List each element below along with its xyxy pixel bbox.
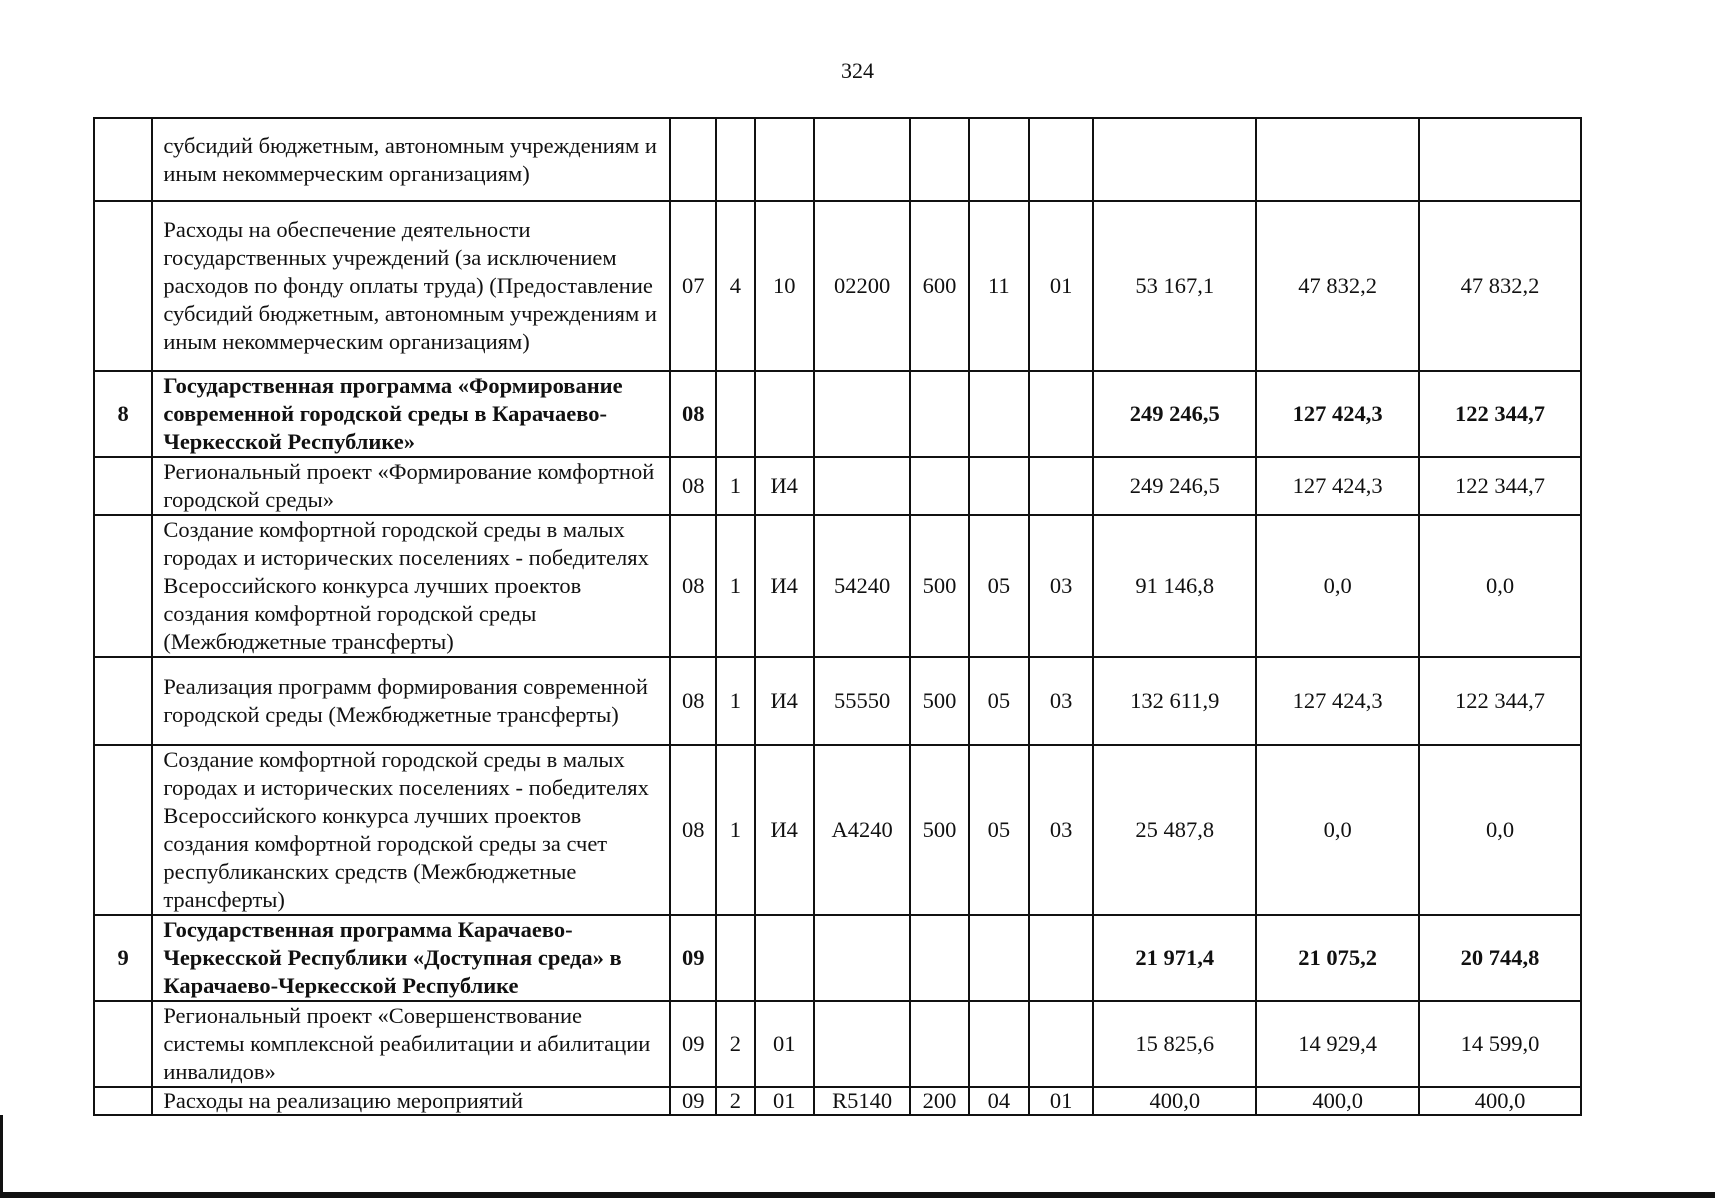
cell-c5 — [910, 457, 968, 515]
cell-c1: 08 — [670, 515, 716, 657]
cell-c6: 05 — [969, 745, 1029, 915]
cell-c5: 200 — [910, 1087, 968, 1115]
cell-c3: 01 — [755, 1001, 814, 1087]
cell-c2: 4 — [716, 201, 754, 371]
table-row — [94, 745, 1581, 915]
table-row — [94, 1001, 1581, 1087]
cell-c7: 03 — [1029, 515, 1093, 657]
cell-c3: 01 — [755, 1087, 814, 1115]
cell-c2 — [716, 371, 754, 457]
cell-v1: 91 146,8 — [1093, 515, 1256, 657]
cell-v1: 400,0 — [1093, 1087, 1256, 1115]
table-row — [94, 118, 1581, 201]
cell-v3: 47 832,2 — [1419, 201, 1581, 371]
cell-c4 — [814, 915, 911, 1001]
table-row — [94, 201, 1581, 371]
cell-c6 — [969, 371, 1029, 457]
cell-v1: 15 825,6 — [1093, 1001, 1256, 1087]
cell-c6 — [969, 915, 1029, 1001]
cell-c6: 04 — [969, 1087, 1029, 1115]
cell-c6: 11 — [969, 201, 1029, 371]
cell-c4 — [814, 118, 911, 201]
cell-c4 — [814, 371, 911, 457]
cell-c5 — [910, 118, 968, 201]
cell-num — [94, 118, 152, 201]
cell-name: Государственная программа Карачаево-Черкесской Республики «Доступная среда» в Карачаево-Черкесской Республике — [152, 915, 670, 1001]
cell-c2 — [716, 915, 754, 1001]
table-row — [94, 515, 1581, 657]
cell-num — [94, 457, 152, 515]
cell-c7 — [1029, 118, 1093, 201]
cell-v2: 127 424,3 — [1256, 457, 1419, 515]
cell-c4: А4240 — [814, 745, 911, 915]
cell-num — [94, 745, 152, 915]
cell-name: Создание комфортной городской среды в малых городах и исторических поселениях - победителях Всероссийского конкурса лучших проектов создания комфортной городской среды за счет республиканских средств (Межбюджетные трансферты) — [152, 745, 670, 915]
cell-c7: 03 — [1029, 745, 1093, 915]
cell-name: Создание комфортной городской среды в малых городах и исторических поселениях - победителях Всероссийского конкурса лучших проектов создания комфортной городской среды (Межбюджетные трансферты) — [152, 515, 670, 657]
cell-c5: 500 — [910, 515, 968, 657]
cell-v3 — [1419, 118, 1581, 201]
cell-c1: 08 — [670, 657, 716, 745]
cell-c2: 1 — [716, 657, 754, 745]
cell-num: 8 — [94, 371, 152, 457]
cell-c4 — [814, 1001, 911, 1087]
cell-v3: 14 599,0 — [1419, 1001, 1581, 1087]
budget-table — [93, 117, 1582, 1116]
cell-c7 — [1029, 457, 1093, 515]
cell-v2: 0,0 — [1256, 745, 1419, 915]
cell-v3: 0,0 — [1419, 745, 1581, 915]
cell-v2: 127 424,3 — [1256, 657, 1419, 745]
cell-v3: 0,0 — [1419, 515, 1581, 657]
cell-c6: 05 — [969, 515, 1029, 657]
cell-v2: 14 929,4 — [1256, 1001, 1419, 1087]
table-row — [94, 457, 1581, 515]
cell-name: Расходы на реализацию мероприятий — [152, 1087, 670, 1115]
cell-v2: 0,0 — [1256, 515, 1419, 657]
cell-c4 — [814, 457, 911, 515]
scan-edge-left — [0, 1115, 3, 1195]
cell-c5 — [910, 1001, 968, 1087]
cell-c1 — [670, 118, 716, 201]
cell-v3: 400,0 — [1419, 1087, 1581, 1115]
cell-name: Региональный проект «Совершенствование системы комплексной реабилитации и абилитации инвалидов» — [152, 1001, 670, 1087]
cell-c3: И4 — [755, 657, 814, 745]
table-row — [94, 1087, 1581, 1115]
cell-v1: 21 971,4 — [1093, 915, 1256, 1001]
cell-c2: 1 — [716, 457, 754, 515]
cell-v1: 132 611,9 — [1093, 657, 1256, 745]
cell-v3: 20 744,8 — [1419, 915, 1581, 1001]
program-row — [94, 915, 1581, 1001]
cell-v3: 122 344,7 — [1419, 657, 1581, 745]
cell-v1: 249 246,5 — [1093, 371, 1256, 457]
cell-c6 — [969, 457, 1029, 515]
cell-c1: 09 — [670, 1001, 716, 1087]
cell-c3: И4 — [755, 515, 814, 657]
cell-v2: 21 075,2 — [1256, 915, 1419, 1001]
cell-v2 — [1256, 118, 1419, 201]
cell-num — [94, 1001, 152, 1087]
program-row — [94, 371, 1581, 457]
cell-v1: 249 246,5 — [1093, 457, 1256, 515]
cell-c5: 600 — [910, 201, 968, 371]
cell-c3 — [755, 118, 814, 201]
cell-name: Региональный проект «Формирование комфортной городской среды» — [152, 457, 670, 515]
cell-v3: 122 344,7 — [1419, 371, 1581, 457]
cell-v2: 127 424,3 — [1256, 371, 1419, 457]
cell-c3: И4 — [755, 457, 814, 515]
cell-c2: 1 — [716, 745, 754, 915]
cell-c5: 500 — [910, 657, 968, 745]
table-row — [94, 657, 1581, 745]
page-number: 324 — [841, 58, 874, 83]
cell-c5: 500 — [910, 745, 968, 915]
cell-c3: И4 — [755, 745, 814, 915]
cell-c3: 10 — [755, 201, 814, 371]
cell-c4: R5140 — [814, 1087, 911, 1115]
cell-v1: 25 487,8 — [1093, 745, 1256, 915]
cell-c7: 01 — [1029, 1087, 1093, 1115]
cell-num — [94, 201, 152, 371]
cell-v2: 400,0 — [1256, 1087, 1419, 1115]
cell-c1: 09 — [670, 1087, 716, 1115]
cell-v1 — [1093, 118, 1256, 201]
cell-c7 — [1029, 1001, 1093, 1087]
cell-name: Реализация программ формирования современной городской среды (Межбюджетные трансферты) — [152, 657, 670, 745]
cell-c3 — [755, 915, 814, 1001]
cell-c7 — [1029, 371, 1093, 457]
cell-c1: 09 — [670, 915, 716, 1001]
scan-edge-bottom — [0, 1192, 1715, 1198]
cell-c1: 08 — [670, 457, 716, 515]
cell-c7: 01 — [1029, 201, 1093, 371]
cell-c4: 02200 — [814, 201, 911, 371]
cell-num — [94, 657, 152, 745]
cell-c2: 2 — [716, 1087, 754, 1115]
cell-c7: 03 — [1029, 657, 1093, 745]
cell-c1: 07 — [670, 201, 716, 371]
cell-c6 — [969, 1001, 1029, 1087]
cell-c1: 08 — [670, 745, 716, 915]
cell-name: Государственная программа «Формирование современной городской среды в Карачаево-Черкесской Республике» — [152, 371, 670, 457]
cell-c2: 2 — [716, 1001, 754, 1087]
cell-v3: 122 344,7 — [1419, 457, 1581, 515]
cell-c4: 55550 — [814, 657, 911, 745]
cell-name: субсидий бюджетным, автономным учреждениям и иным некоммерческим организациям) — [152, 118, 670, 201]
cell-c6: 05 — [969, 657, 1029, 745]
cell-v1: 53 167,1 — [1093, 201, 1256, 371]
cell-name: Расходы на обеспечение деятельности государственных учреждений (за исключением расходов по фонду оплаты труда) (Предоставление субсидий бюджетным, автономным учреждениям и иным некоммерческим организациям) — [152, 201, 670, 371]
cell-num — [94, 515, 152, 657]
cell-c6 — [969, 118, 1029, 201]
cell-num — [94, 1087, 152, 1115]
cell-c2 — [716, 118, 754, 201]
cell-num: 9 — [94, 915, 152, 1001]
cell-v2: 47 832,2 — [1256, 201, 1419, 371]
cell-c5 — [910, 915, 968, 1001]
cell-c5 — [910, 371, 968, 457]
cell-c2: 1 — [716, 515, 754, 657]
cell-c1: 08 — [670, 371, 716, 457]
cell-c7 — [1029, 915, 1093, 1001]
cell-c4: 54240 — [814, 515, 911, 657]
cell-c3 — [755, 371, 814, 457]
